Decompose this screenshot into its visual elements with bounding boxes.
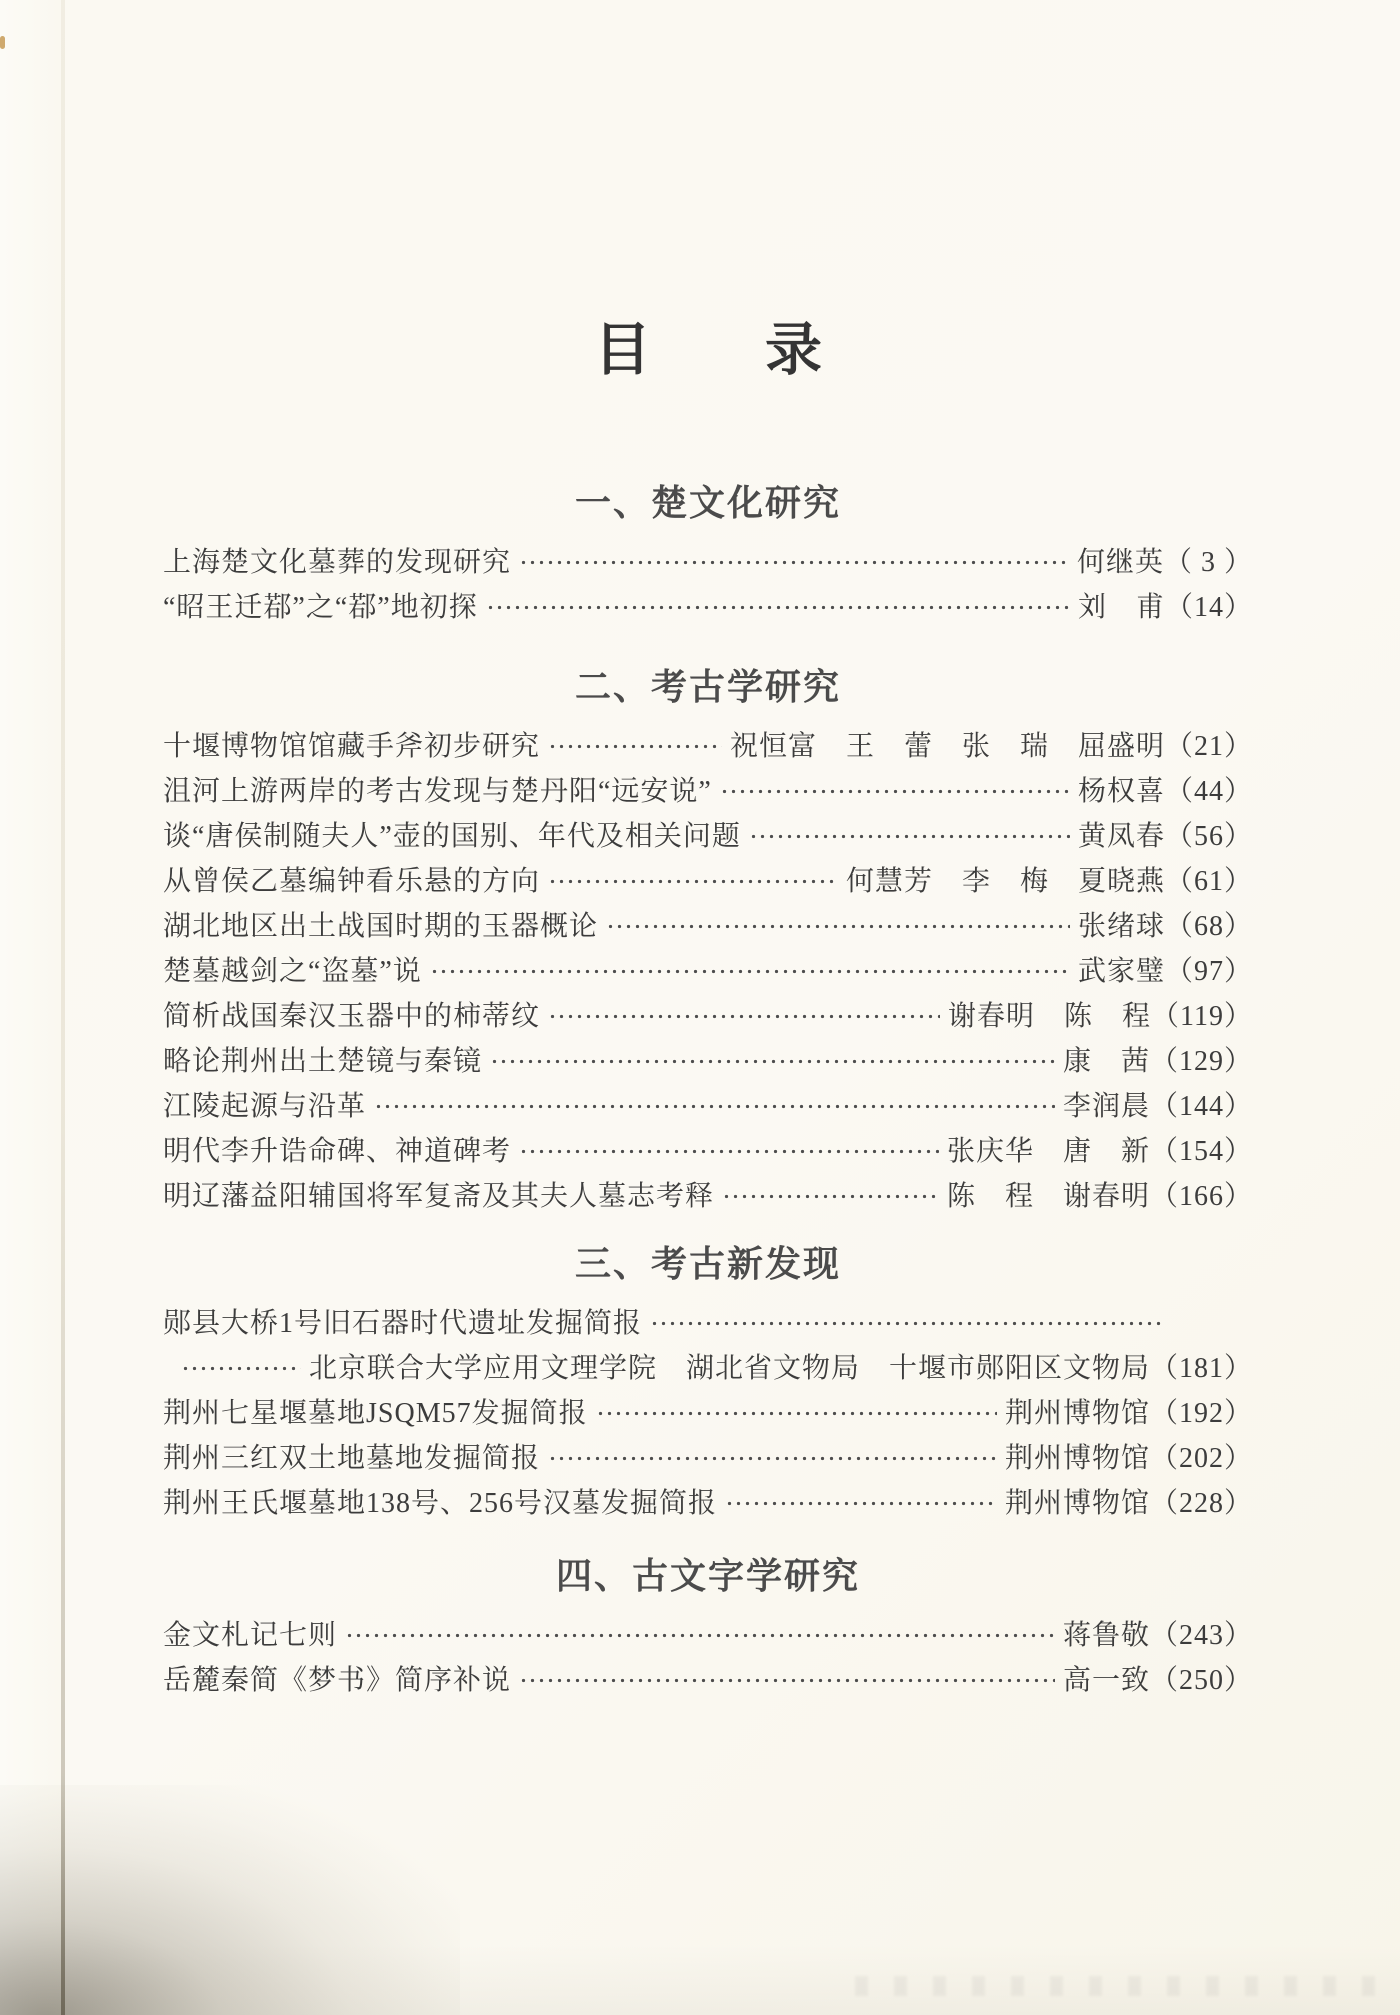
toc-entry [163, 994, 1253, 1039]
edge-speck [0, 36, 5, 49]
entry-authors: 杨权喜 [1077, 776, 1165, 807]
entry-authors: 荆州博物馆 [1004, 1398, 1150, 1429]
toc-entry [163, 814, 1253, 859]
entry-authors: 康 茜 [1062, 1046, 1150, 1077]
dot-leader [345, 1613, 1055, 1658]
entry-title: 金文札记七则 [163, 1620, 338, 1651]
entry-page: （ 3 ） [1163, 547, 1253, 578]
entry-page: （181） [1149, 1353, 1253, 1384]
dot-leader [519, 540, 1069, 585]
entry-title: 荆州王氏堰墓地138号、256号汉墓发掘简报 [163, 1488, 718, 1519]
dot-leader [519, 1658, 1055, 1703]
toc-title: 目 录 [594, 319, 822, 382]
entry-page: （97） [1164, 956, 1253, 987]
section-4-entries [163, 1613, 1253, 1703]
section-heading-2: 二、考古学研究 [574, 666, 841, 707]
dot-leader [548, 1436, 997, 1481]
entry-authors: 谢春明 陈 程 [948, 1001, 1152, 1032]
toc-entry [163, 949, 1253, 994]
entry-title: 湖北地区出土战国时期的玉器概论 [163, 911, 599, 942]
entry-title: 楚墓越剑之“盗墓”说 [163, 956, 422, 987]
entry-page: （56） [1164, 821, 1253, 852]
toc-entry [163, 904, 1253, 949]
entry-title: “昭王迁鄀”之“鄀”地初探 [163, 592, 478, 623]
entry-authors: 张庆华 唐 新 [946, 1136, 1150, 1167]
entry-title: 江陵起源与沿革 [163, 1091, 367, 1122]
entry-page: （166） [1149, 1181, 1253, 1212]
toc-entry [163, 1481, 1253, 1526]
entry-page: （14） [1164, 592, 1253, 623]
entry-title: 谈“唐侯制随夫人”壶的国别、年代及相关问题 [163, 821, 741, 852]
entry-title: 郧县大桥1号旧石器时代遗址发掘简报 [163, 1308, 643, 1339]
toc-entry-continuation [163, 1346, 1253, 1391]
entry-title: 荆州三红双土地墓地发掘简报 [163, 1443, 541, 1474]
entry-page: （154） [1149, 1136, 1253, 1167]
entry-authors: 武家璧 [1077, 956, 1165, 987]
dot-leader [749, 814, 1070, 859]
entry-page: （119） [1151, 1001, 1253, 1032]
toc-entry [163, 540, 1253, 585]
entry-page: （243） [1149, 1620, 1253, 1651]
entry-title: 明代李升诰命碑、神道碑考 [163, 1136, 512, 1167]
toc-entry [163, 769, 1253, 814]
section-3-entries [163, 1301, 1253, 1526]
toc-entry [163, 1174, 1253, 1219]
entry-title: 十堰博物馆馆藏手斧初步研究 [163, 731, 541, 762]
dot-leader [548, 724, 722, 769]
toc-entry [163, 1301, 1253, 1346]
dot-leader [486, 585, 1070, 630]
entry-page: （228） [1149, 1488, 1253, 1519]
dot-leader [430, 949, 1070, 994]
entry-page: （144） [1149, 1091, 1253, 1122]
entry-title: 沮河上游两岸的考古发现与楚丹阳“远安说” [163, 776, 712, 807]
toc-entry [163, 724, 1253, 769]
entry-page: （44） [1164, 776, 1253, 807]
entry-page: （202） [1149, 1443, 1253, 1474]
entry-authors: 陈 程 谢春明 [946, 1181, 1150, 1212]
entry-authors: 何继英 [1076, 547, 1164, 578]
section-1-entries [163, 540, 1253, 630]
toc-entry [163, 1039, 1253, 1084]
entry-authors: 何慧芳 李 梅 夏晓燕 [845, 866, 1165, 897]
showthrough-marks [855, 1976, 1395, 1996]
page-left-margin [0, 0, 61, 2015]
entry-authors: 李润晨 [1062, 1091, 1150, 1122]
entry-page: （192） [1149, 1398, 1253, 1429]
section-2-entries [163, 724, 1253, 1219]
dot-leader [725, 1481, 997, 1526]
toc-entry [163, 1084, 1253, 1129]
section-heading-1: 一、楚文化研究 [574, 482, 841, 523]
entry-authors: 刘 甫 [1077, 592, 1165, 623]
dot-leader [181, 1346, 301, 1391]
entry-authors: 高一致 [1062, 1665, 1150, 1696]
entry-authors: 荆州博物馆 [1004, 1488, 1150, 1519]
entry-authors: 荆州博物馆 [1004, 1443, 1150, 1474]
entry-authors: 黄凤春 [1077, 821, 1165, 852]
section-heading-3: 三、考古新发现 [574, 1243, 841, 1284]
toc-entry [163, 585, 1253, 630]
dot-leader [374, 1084, 1055, 1129]
dot-leader [606, 904, 1070, 949]
dot-leader [596, 1391, 997, 1436]
dot-leader [490, 1039, 1055, 1084]
dot-leader [548, 994, 940, 1039]
entry-page: （21） [1164, 731, 1253, 762]
entry-title: 岳麓秦简《梦书》简序补说 [163, 1665, 512, 1696]
entry-page: （129） [1149, 1046, 1253, 1077]
entry-title: 略论荆州出土楚镜与秦镜 [163, 1046, 483, 1077]
entry-page: （250） [1149, 1665, 1253, 1696]
entry-page: （61） [1164, 866, 1253, 897]
entry-title: 从曾侯乙墓编钟看乐悬的方向 [163, 866, 541, 897]
dot-leader [548, 859, 838, 904]
section-heading-4: 四、古文字学研究 [555, 1555, 860, 1596]
page-crease-line [61, 0, 65, 2015]
entry-authors: 张绪球 [1077, 911, 1165, 942]
entry-authors: 北京联合大学应用文理学院 湖北省文物局 十堰市郧阳区文物局 [308, 1353, 1150, 1384]
toc-entry [163, 1391, 1253, 1436]
entry-title: 荆州七星堰墓地JSQM57发掘简报 [163, 1398, 588, 1429]
entry-authors: 蒋鲁敬 [1062, 1620, 1150, 1651]
dot-leader [720, 769, 1070, 814]
entry-title: 简析战国秦汉玉器中的柿蒂纹 [163, 1001, 541, 1032]
dot-leader [722, 1174, 939, 1219]
entry-authors: 祝恒富 王 蕾 张 瑞 屈盛明 [729, 731, 1165, 762]
toc-entry [163, 859, 1253, 904]
toc-entry [163, 1658, 1253, 1703]
entry-title: 上海楚文化墓葬的发现研究 [163, 547, 512, 578]
entry-page: （68） [1164, 911, 1253, 942]
toc-content [163, 0, 1253, 1703]
entry-title: 明辽藩益阳辅国将军复斋及其夫人墓志考释 [163, 1181, 715, 1212]
dot-leader [650, 1301, 1161, 1346]
toc-entry [163, 1436, 1253, 1481]
toc-entry [163, 1129, 1253, 1174]
dot-leader [519, 1129, 939, 1174]
toc-entry [163, 1613, 1253, 1658]
